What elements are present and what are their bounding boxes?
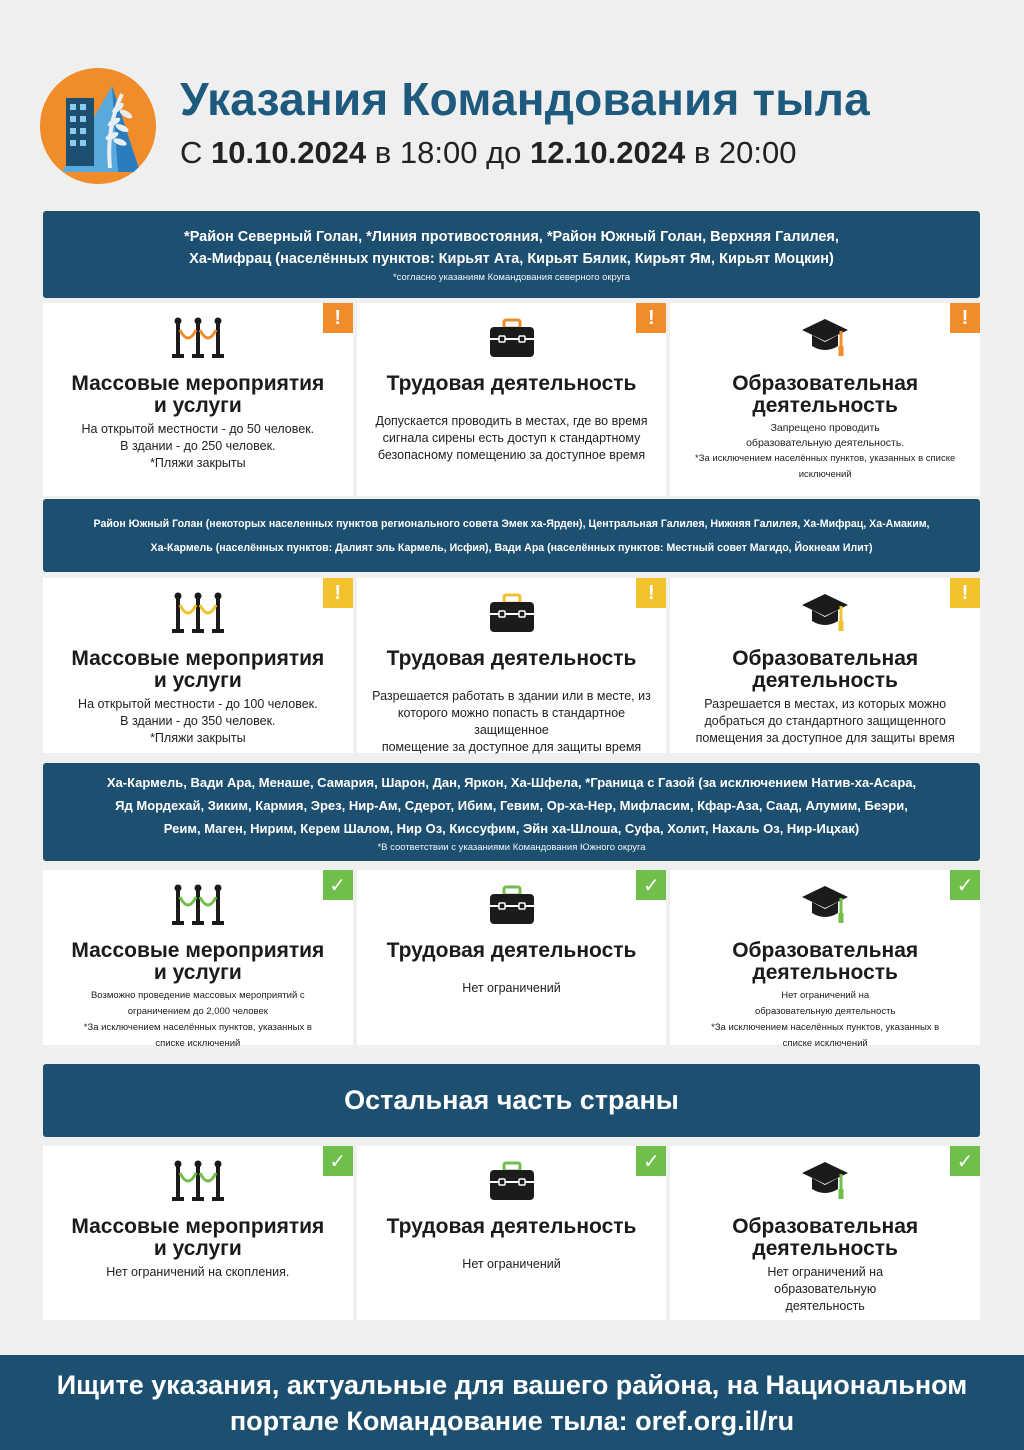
footer-link[interactable]: портале Командование тыла: oref.org.il/ru bbox=[229, 1405, 795, 1436]
card-note-line: списке исключений bbox=[155, 1038, 241, 1049]
zone-banner-line: Ха-Мифрац (населённых пунктов: Кирьят Ата, Кирьят Бялик, Кирьят Ям, Кирьят Моцкин) bbox=[189, 251, 834, 267]
zone-cards-rest bbox=[43, 1146, 980, 1320]
card-mass-events bbox=[43, 578, 353, 753]
validity-period bbox=[180, 135, 796, 171]
zone-banner-note: *В соответствии с указаниями Командования Южного округа bbox=[377, 842, 646, 853]
card-note-line: *За исключением населённых пунктов, указанных в bbox=[83, 1022, 312, 1033]
check-badge: ✓ bbox=[950, 870, 980, 900]
card-text-line: которого можно попасть в стандартное защищенное bbox=[397, 706, 626, 737]
card-text-line: В здании - до 350 человек. bbox=[120, 714, 276, 728]
card-text-line: На открытой местности - до 50 человек. bbox=[81, 422, 315, 436]
card-text-line: помещение за доступное для защиты время bbox=[381, 740, 642, 754]
card-note-line: Возможно проведение массовых мероприятий с bbox=[90, 990, 305, 1001]
card-text-line: *Пляжи закрыты bbox=[150, 456, 246, 470]
card-note-line: *За исключением населённых пунктов, указанных в списке bbox=[695, 453, 956, 464]
card-note-line: образовательную деятельность bbox=[754, 1006, 896, 1017]
zone-banner-center bbox=[43, 499, 980, 572]
card-work bbox=[357, 578, 667, 753]
briefcase-icon bbox=[489, 318, 535, 358]
check-badge: ✓ bbox=[636, 870, 666, 900]
card-text-line: Нет ограничений на bbox=[767, 1265, 884, 1279]
card-text bbox=[43, 421, 353, 472]
check-badge: ✓ bbox=[323, 870, 353, 900]
card-title: Трудовая деятельность bbox=[386, 372, 637, 395]
warning-badge: ! bbox=[636, 578, 666, 608]
footer bbox=[0, 1355, 1024, 1450]
card-work bbox=[357, 303, 667, 496]
zone-banner-north bbox=[43, 211, 980, 298]
zone-cards-north bbox=[43, 303, 980, 496]
date-from: 10.10.2024 bbox=[211, 135, 367, 170]
card-education bbox=[670, 578, 980, 753]
card-text bbox=[670, 421, 980, 451]
card-work bbox=[357, 1146, 667, 1320]
graduation-cap-icon bbox=[801, 1160, 849, 1202]
card-note bbox=[670, 451, 980, 483]
graduation-cap-icon bbox=[801, 592, 849, 634]
time-from: в 18:00 до bbox=[374, 135, 522, 170]
card-title: и услуги bbox=[153, 1237, 242, 1260]
card-title: деятельность bbox=[752, 669, 898, 692]
stanchion-icon bbox=[171, 883, 225, 927]
stanchion-icon bbox=[171, 591, 225, 635]
zone-cards-south bbox=[43, 870, 980, 1049]
card-education bbox=[670, 303, 980, 496]
zone-cards-center bbox=[43, 578, 980, 753]
zone-banner-south bbox=[43, 763, 980, 861]
warning-badge: ! bbox=[950, 303, 980, 333]
header bbox=[0, 0, 1024, 200]
footer-line: Ищите указания, актуальные для вашего района, на Национальном bbox=[56, 1369, 968, 1400]
card-title: Массовые мероприятия bbox=[71, 1215, 325, 1238]
warning-badge: ! bbox=[323, 578, 353, 608]
card-title: и услуги bbox=[153, 394, 242, 417]
check-badge: ✓ bbox=[636, 1146, 666, 1176]
card-text-line: Запрещено проводить bbox=[770, 422, 880, 434]
card-text bbox=[357, 413, 667, 464]
card-title: Трудовая деятельность bbox=[386, 647, 637, 670]
card-text-line: образовательную bbox=[774, 1282, 877, 1296]
rest-of-country-banner: Остальная часть страны bbox=[43, 1064, 980, 1137]
card-title: Образовательная bbox=[732, 647, 919, 670]
stanchion-icon bbox=[171, 1159, 225, 1203]
card-title: Образовательная bbox=[732, 372, 919, 395]
zone-banner-line: Ха-Кармель (населённых пунктов: Далият эль Кармель, Исфия), Вади Ара (населённых пунктов: Местный совет Магидо, Йокнеам Илит) bbox=[150, 541, 873, 554]
card-text-line: *Пляжи закрыты bbox=[150, 731, 246, 745]
card-text-line: В здании - до 250 человек. bbox=[120, 439, 276, 453]
warning-badge: ! bbox=[636, 303, 666, 333]
card-text bbox=[357, 980, 667, 997]
graduation-cap-icon bbox=[801, 884, 849, 926]
card-text-line: помещения за доступное для защиты время bbox=[695, 731, 955, 745]
warning-badge: ! bbox=[950, 578, 980, 608]
graduation-cap-icon bbox=[801, 317, 849, 359]
home-front-command-logo bbox=[40, 68, 156, 184]
card-text bbox=[357, 688, 667, 756]
card-mass-events bbox=[43, 870, 353, 1049]
zone-banner-line: Район Южный Голан (некоторых населенных пунктов регионального совета Эмек ха-Ярден), Центральная Галилея, Нижняя Галилея, Ха-Мифрац, Ха-Амаким, bbox=[93, 517, 930, 530]
card-text-line: Нет ограничений bbox=[462, 1257, 561, 1271]
card-title: Массовые мероприятия bbox=[71, 647, 325, 670]
card-text-line: Разрешается в местах, из которых можно bbox=[704, 697, 947, 711]
zone-banner-line: Яд Мордехай, Зиким, Кармия, Эрез, Нир-Ам, Сдерот, Ибим, Гевим, Ор-ха-Нер, Мифласим, Кфар-Аза, Саад, Алумим, Беэри, bbox=[115, 798, 908, 813]
card-note bbox=[43, 988, 353, 1052]
briefcase-icon bbox=[489, 593, 535, 633]
card-note-line: списке исключений bbox=[782, 1038, 868, 1049]
card-text-line: сигнала сирены есть доступ к стандартному bbox=[382, 431, 641, 445]
page-title: Указания Командования тыла bbox=[180, 73, 870, 125]
card-note-line: *За исключением населённых пунктов, указанных в bbox=[711, 1022, 940, 1033]
card-education bbox=[670, 1146, 980, 1320]
check-badge: ✓ bbox=[323, 1146, 353, 1176]
zone-banner-line: Реим, Маген, Нирим, Керем Шалом, Нир Оз, Киссуфим, Эйн ха-Шлоша, Суфа, Холит, Нахаль Оз, Нир-Ицхак) bbox=[163, 821, 860, 836]
card-note-line: исключений bbox=[798, 469, 852, 480]
zone-banner-note: *согласно указаниям Командования северного округа bbox=[392, 272, 631, 284]
card-text-line: Допускается проводить в местах, где во время bbox=[375, 414, 648, 428]
briefcase-icon bbox=[489, 1161, 535, 1201]
zone-banner-line: *Район Северный Голан, *Линия противостояния, *Район Южный Голан, Верхняя Галилея, bbox=[184, 228, 839, 245]
card-title: Трудовая деятельность bbox=[386, 1215, 637, 1238]
card-text-line: На открытой местности - до 100 человек. bbox=[78, 697, 318, 711]
date-prefix: С bbox=[180, 135, 203, 170]
briefcase-icon bbox=[489, 885, 535, 925]
card-work bbox=[357, 870, 667, 1045]
card-text bbox=[43, 1264, 353, 1281]
card-note-line: ограничением до 2,000 человек bbox=[127, 1006, 268, 1017]
card-note bbox=[670, 988, 980, 1052]
card-text-line: добраться до стандартного защищенного bbox=[704, 714, 946, 728]
card-title: Массовые мероприятия bbox=[71, 939, 325, 962]
card-title: деятельность bbox=[752, 394, 898, 417]
card-title: деятельность bbox=[752, 1237, 898, 1260]
card-text bbox=[670, 1264, 980, 1315]
card-title: и услуги bbox=[153, 669, 242, 692]
zone-banner-line: Ха-Кармель, Вади Ара, Менаше, Самария, Шарон, Дан, Яркон, Ха-Шфела, *Граница с Газой (за исключением Натив-ха-Асара, bbox=[106, 775, 917, 790]
card-title: Образовательная bbox=[732, 939, 919, 962]
check-badge: ✓ bbox=[950, 1146, 980, 1176]
card-mass-events bbox=[43, 303, 353, 496]
card-text bbox=[357, 1256, 667, 1273]
card-text-line: Нет ограничений bbox=[462, 981, 561, 995]
card-title: Образовательная bbox=[732, 1215, 919, 1238]
card-title: и услуги bbox=[153, 961, 242, 984]
card-text-line: Нет ограничений на скопления. bbox=[106, 1265, 290, 1279]
card-text-line: деятельность bbox=[785, 1299, 865, 1313]
time-to: в 20:00 bbox=[693, 135, 797, 170]
card-note-line: Нет ограничений на bbox=[781, 990, 870, 1001]
card-title: Массовые мероприятия bbox=[71, 372, 325, 395]
card-text-line: Разрешается работать в здании или в месте, из bbox=[372, 689, 651, 703]
warning-badge: ! bbox=[323, 303, 353, 333]
card-text-line: образовательную деятельность. bbox=[746, 437, 905, 449]
card-title: деятельность bbox=[752, 961, 898, 984]
card-text bbox=[43, 696, 353, 747]
card-title: Трудовая деятельность bbox=[386, 939, 637, 962]
card-text-line: безопасному помещению за доступное время bbox=[377, 448, 646, 462]
card-text bbox=[670, 696, 980, 747]
date-to: 12.10.2024 bbox=[530, 135, 686, 170]
card-mass-events bbox=[43, 1146, 353, 1320]
card-education bbox=[670, 870, 980, 1049]
stanchion-icon bbox=[171, 316, 225, 360]
